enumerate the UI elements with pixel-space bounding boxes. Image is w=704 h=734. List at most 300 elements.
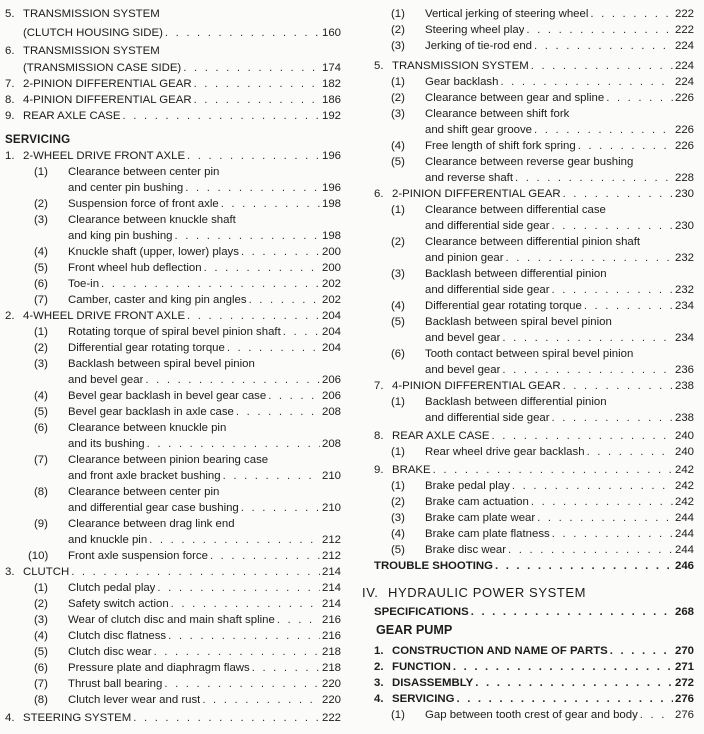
leader-dots bbox=[200, 693, 320, 708]
entry-number: (1) bbox=[34, 166, 48, 178]
entry-title: DISASSEMBLY bbox=[392, 677, 474, 689]
toc-entry bbox=[391, 283, 694, 298]
entry-title: STEERING SYSTEM bbox=[23, 712, 132, 724]
entry-number: 8. bbox=[5, 94, 15, 106]
entry-number: (2) bbox=[391, 236, 405, 248]
toc-entry bbox=[34, 405, 341, 420]
entry-title: BRAKE bbox=[392, 464, 431, 476]
entry-page-number: 226 bbox=[674, 92, 694, 104]
entry-number: (4) bbox=[391, 140, 405, 152]
entry-title: Jerking of tie-rod end bbox=[425, 40, 533, 52]
toc-entry bbox=[34, 533, 341, 548]
entry-page-number: 202 bbox=[321, 294, 341, 306]
entry-page-number: 212 bbox=[321, 550, 341, 562]
entry-number: (2) bbox=[391, 496, 405, 508]
leader-dots bbox=[162, 677, 320, 692]
leader-dots bbox=[225, 341, 320, 356]
toc-entry bbox=[391, 235, 694, 250]
leader-dots bbox=[550, 283, 673, 298]
entry-title: TRANSMISSION SYSTEM bbox=[392, 60, 529, 72]
entry-page-number: 244 bbox=[674, 544, 694, 556]
entry-page-number: 271 bbox=[674, 661, 694, 673]
entry-page-number: 230 bbox=[674, 188, 694, 200]
entry-page-number: 204 bbox=[321, 326, 341, 338]
toc-entry bbox=[34, 165, 341, 180]
entry-number: (1) bbox=[391, 8, 405, 20]
entry-page-number: 186 bbox=[321, 94, 341, 106]
leader-dots bbox=[529, 495, 673, 510]
leader-dots bbox=[143, 373, 320, 388]
toc-entry bbox=[34, 501, 341, 516]
leader-dots bbox=[99, 277, 320, 292]
entry-number: 2. bbox=[374, 661, 384, 673]
leader-dots bbox=[145, 437, 320, 452]
entry-title: 4-WHEEL DRIVE FRONT AXLE bbox=[23, 310, 186, 322]
entry-number: (6) bbox=[34, 662, 48, 674]
entry-number: (1) bbox=[391, 709, 405, 721]
toc-entry bbox=[374, 605, 694, 620]
leader-dots bbox=[185, 309, 320, 324]
entry-page-number: 270 bbox=[674, 645, 694, 657]
toc-entry bbox=[34, 277, 341, 292]
toc-entry bbox=[5, 77, 341, 92]
entry-number: (7) bbox=[34, 678, 48, 690]
leader-dots bbox=[183, 181, 320, 196]
toc-entry bbox=[34, 437, 341, 452]
leader-dots bbox=[561, 379, 673, 394]
entry-number: (7) bbox=[34, 294, 48, 306]
toc-entry bbox=[5, 149, 341, 164]
entry-title: (CLUTCH HOUSING SIDE) bbox=[23, 27, 163, 39]
toc-entry bbox=[391, 331, 694, 346]
entry-number: (1) bbox=[34, 326, 48, 338]
entry-title: (TRANSMISSION CASE SIDE) bbox=[23, 62, 182, 74]
leader-dots bbox=[582, 299, 673, 314]
leader-dots bbox=[121, 109, 320, 124]
leader-dots bbox=[166, 629, 320, 644]
entry-title: Rotating torque of spiral bevel pinion shaft bbox=[68, 326, 281, 338]
leader-dots bbox=[169, 597, 320, 612]
entry-title: Clearance between center pin bbox=[68, 486, 220, 498]
toc-entry bbox=[374, 676, 694, 691]
toc-entry bbox=[34, 389, 341, 404]
entry-number: (3) bbox=[391, 40, 405, 52]
entry-page-number: 232 bbox=[674, 252, 694, 264]
toc-entry bbox=[374, 59, 694, 74]
entry-title: Clearance between center pin bbox=[68, 166, 220, 178]
toc-entry bbox=[5, 711, 341, 726]
leader-dots bbox=[504, 251, 673, 266]
leader-dots bbox=[585, 445, 673, 460]
entry-number: (5) bbox=[391, 544, 405, 556]
entry-title: Clearance between shift fork bbox=[425, 108, 570, 120]
entry-title: Backlash between differential pinion bbox=[425, 396, 607, 408]
leader-dots bbox=[506, 543, 673, 558]
leader-dots bbox=[192, 77, 320, 92]
entry-page-number: 224 bbox=[674, 60, 694, 72]
entry-number: 1. bbox=[374, 645, 384, 657]
entry-number: 4. bbox=[374, 693, 384, 705]
entry-number: 5. bbox=[5, 8, 15, 20]
entry-page-number: 242 bbox=[674, 496, 694, 508]
toc-entry bbox=[5, 132, 341, 147]
toc-entry bbox=[374, 379, 694, 394]
entry-number: (2) bbox=[34, 198, 48, 210]
entry-number: (3) bbox=[34, 614, 48, 626]
toc-entry bbox=[362, 585, 694, 600]
leader-dots bbox=[498, 75, 673, 90]
entry-title: Brake pedal play bbox=[425, 480, 510, 492]
toc-entry bbox=[391, 511, 694, 526]
entry-number: (4) bbox=[391, 300, 405, 312]
entry-title: Front wheel hub deflection bbox=[68, 262, 202, 274]
entry-page-number: 192 bbox=[321, 110, 341, 122]
entry-number: 6. bbox=[5, 45, 15, 57]
leader-dots bbox=[192, 93, 320, 108]
entry-number: 7. bbox=[5, 78, 15, 90]
entry-number: 5. bbox=[374, 60, 384, 72]
toc-entry bbox=[391, 299, 694, 314]
entry-title: TRANSMISSION SYSTEM bbox=[23, 8, 160, 20]
entry-page-number: 236 bbox=[674, 364, 694, 376]
entry-page-number: 246 bbox=[674, 560, 694, 572]
toc-entry bbox=[34, 421, 341, 436]
leader-dots bbox=[451, 660, 673, 675]
entry-page-number: 238 bbox=[674, 412, 694, 424]
entry-title: Camber, caster and king pin angles bbox=[68, 294, 247, 306]
leader-dots bbox=[266, 389, 320, 404]
entry-number: (5) bbox=[391, 156, 405, 168]
entry-title: Tooth contact between spiral bevel pinion bbox=[425, 348, 634, 360]
entry-page-number: 212 bbox=[321, 534, 341, 546]
entry-title: SERVICING bbox=[5, 133, 71, 146]
entry-title: Steering wheel play bbox=[425, 24, 525, 36]
toc-entry bbox=[391, 527, 694, 542]
entry-number: (3) bbox=[391, 108, 405, 120]
toc-entry bbox=[391, 251, 694, 266]
toc-entry bbox=[34, 629, 341, 644]
entry-page-number: 276 bbox=[674, 693, 694, 705]
entry-title: Backlash between spiral bevel pinion bbox=[425, 316, 612, 328]
toc-entry bbox=[34, 261, 341, 276]
entry-title: and differential gear case bushing bbox=[68, 502, 239, 514]
entry-title: 2-WHEEL DRIVE FRONT AXLE bbox=[23, 150, 186, 162]
entry-title: Differential gear rotating torque bbox=[68, 342, 225, 354]
entry-page-number: 214 bbox=[321, 582, 341, 594]
toc-entry bbox=[34, 325, 341, 340]
entry-page-number: 218 bbox=[321, 662, 341, 674]
entry-page-number: 214 bbox=[321, 598, 341, 610]
entry-page-number: 196 bbox=[321, 150, 341, 162]
entry-title: and bevel gear bbox=[425, 332, 501, 344]
entry-title: Clearance between differential pinion shaft bbox=[425, 236, 641, 248]
entry-title: Bevel gear backlash in axle case bbox=[68, 406, 234, 418]
entry-page-number: 272 bbox=[674, 677, 694, 689]
toc-entry bbox=[391, 107, 694, 122]
entry-title: Clearance between drag link end bbox=[68, 518, 235, 530]
entry-page-number: 204 bbox=[321, 342, 341, 354]
entry-page-number: 208 bbox=[321, 406, 341, 418]
entry-title: Vertical jerking of steering wheel bbox=[425, 8, 589, 20]
entry-page-number: 202 bbox=[321, 278, 341, 290]
entry-page-number: 200 bbox=[321, 246, 341, 258]
entry-page-number: 206 bbox=[321, 390, 341, 402]
toc-entry bbox=[391, 495, 694, 510]
toc-entry bbox=[5, 565, 341, 580]
leader-dots bbox=[431, 463, 673, 478]
entry-number: (10) bbox=[28, 550, 49, 562]
toc-entry bbox=[34, 357, 341, 372]
entry-page-number: 208 bbox=[321, 438, 341, 450]
entry-title: and its bushing bbox=[68, 438, 145, 450]
entry-page-number: 216 bbox=[321, 630, 341, 642]
entry-page-number: 214 bbox=[321, 566, 341, 578]
leader-dots bbox=[239, 501, 320, 516]
toc-entry bbox=[5, 309, 341, 324]
leader-dots bbox=[181, 61, 320, 76]
toc-entry bbox=[391, 91, 694, 106]
toc-entry bbox=[34, 181, 341, 196]
leader-dots bbox=[131, 711, 320, 726]
toc-entry bbox=[34, 517, 341, 532]
entry-title: Clearance between gear and spline bbox=[425, 92, 605, 104]
entry-page-number: 224 bbox=[674, 40, 694, 52]
entry-title: and reverse shaft bbox=[425, 172, 514, 184]
leader-dots bbox=[500, 331, 673, 346]
entry-page-number: 174 bbox=[321, 62, 341, 74]
entry-page-number: 234 bbox=[674, 332, 694, 344]
entry-number: (6) bbox=[391, 348, 405, 360]
leader-dots bbox=[221, 469, 320, 484]
entry-title: Knuckle shaft (upper, lower) plays bbox=[68, 246, 239, 258]
entry-number: (5) bbox=[391, 316, 405, 328]
leader-dots bbox=[152, 645, 320, 660]
toc-entry bbox=[34, 213, 341, 228]
entry-page-number: 222 bbox=[321, 712, 341, 724]
toc-entry bbox=[374, 644, 694, 659]
toc-entry bbox=[391, 395, 694, 410]
entry-number: 9. bbox=[374, 464, 384, 476]
entry-title: and bevel gear bbox=[425, 364, 501, 376]
entry-title: Brake disc wear bbox=[425, 544, 507, 556]
entry-title: Bevel gear backlash in bevel gear case bbox=[68, 390, 267, 402]
toc-entry bbox=[391, 23, 694, 38]
leader-dots bbox=[532, 39, 673, 54]
leader-dots bbox=[250, 661, 320, 676]
leader-dots bbox=[173, 229, 320, 244]
entry-page-number: 220 bbox=[321, 694, 341, 706]
entry-title: CLUTCH bbox=[23, 566, 70, 578]
leader-dots bbox=[155, 581, 320, 596]
toc-entry bbox=[5, 26, 341, 41]
leader-dots bbox=[500, 363, 673, 378]
entry-page-number: 222 bbox=[674, 24, 694, 36]
entry-number: 9. bbox=[5, 110, 15, 122]
toc-entry bbox=[28, 549, 341, 564]
toc-entry bbox=[34, 373, 341, 388]
toc-entry bbox=[34, 661, 341, 676]
entry-title: Toe-in bbox=[68, 278, 100, 290]
entry-title: Pressure plate and diaphragm flaws bbox=[68, 662, 250, 674]
entry-title: REAR AXLE CASE bbox=[23, 110, 121, 122]
entry-number: (5) bbox=[34, 262, 48, 274]
toc-entry bbox=[374, 463, 694, 478]
entry-title: and bevel gear bbox=[68, 374, 144, 386]
leader-dots bbox=[239, 245, 320, 260]
entry-page-number: 230 bbox=[674, 220, 694, 232]
entry-number: (1) bbox=[391, 396, 405, 408]
entry-number: (1) bbox=[391, 76, 405, 88]
toc-entry bbox=[374, 429, 694, 444]
leader-dots bbox=[473, 676, 673, 691]
entry-page-number: 242 bbox=[674, 480, 694, 492]
leader-dots bbox=[550, 219, 673, 234]
entry-title: Front axle suspension force bbox=[68, 550, 208, 562]
toc-entry bbox=[34, 613, 341, 628]
toc-entry bbox=[391, 543, 694, 558]
entry-title: Clutch lever wear and rust bbox=[68, 694, 201, 706]
entry-title: and front axle bracket bushing bbox=[68, 470, 221, 482]
entry-page-number: 240 bbox=[674, 446, 694, 458]
entry-title: Free length of shift fork spring bbox=[425, 140, 576, 152]
leader-dots bbox=[604, 91, 673, 106]
toc-entry bbox=[374, 692, 694, 707]
entry-page-number: 226 bbox=[674, 140, 694, 152]
entry-title: SERVICING bbox=[392, 693, 455, 705]
entry-page-number: 206 bbox=[321, 374, 341, 386]
toc-entry bbox=[391, 7, 694, 22]
entry-title: TRANSMISSION SYSTEM bbox=[23, 45, 160, 57]
toc-entry bbox=[391, 363, 694, 378]
entry-page-number: 244 bbox=[674, 528, 694, 540]
entry-page-number: 222 bbox=[674, 8, 694, 20]
leader-dots bbox=[524, 23, 673, 38]
entry-page-number: 210 bbox=[321, 502, 341, 514]
entry-page-number: 160 bbox=[321, 27, 341, 39]
entry-number: 3. bbox=[374, 677, 384, 689]
entry-number: (6) bbox=[34, 422, 48, 434]
leader-dots bbox=[529, 59, 673, 74]
entry-number: 3. bbox=[5, 566, 15, 578]
leader-dots bbox=[147, 533, 320, 548]
entry-number: (3) bbox=[391, 512, 405, 524]
entry-title: and center pin bushing bbox=[68, 182, 184, 194]
entry-number: (2) bbox=[391, 92, 405, 104]
toc-entry bbox=[34, 677, 341, 692]
entry-number: 1. bbox=[5, 150, 15, 162]
leader-dots bbox=[163, 26, 320, 41]
entry-number: (2) bbox=[34, 342, 48, 354]
leader-dots bbox=[561, 187, 673, 202]
entry-title: 2-PINION DIFFERENTIAL GEAR bbox=[23, 78, 192, 90]
entry-title: Clearance between pinion bearing case bbox=[68, 454, 269, 466]
entry-title: TROUBLE SHOOTING bbox=[374, 560, 493, 572]
toc-entry bbox=[34, 453, 341, 468]
leader-dots bbox=[185, 149, 320, 164]
toc-entry bbox=[391, 411, 694, 426]
toc-entry bbox=[34, 469, 341, 484]
leader-dots bbox=[219, 197, 320, 212]
entry-title: Clutch disc wear bbox=[68, 646, 152, 658]
toc-entry bbox=[374, 660, 694, 675]
leader-dots bbox=[576, 139, 673, 154]
toc-entry bbox=[5, 7, 341, 22]
toc-entry bbox=[391, 267, 694, 282]
toc-entry bbox=[34, 245, 341, 260]
leader-dots bbox=[588, 7, 673, 22]
entry-number: IV. bbox=[362, 585, 379, 600]
entry-title: Gear backlash bbox=[425, 76, 499, 88]
entry-number: (8) bbox=[34, 694, 48, 706]
entry-number: (2) bbox=[391, 24, 405, 36]
entry-number: (5) bbox=[34, 646, 48, 658]
leader-dots bbox=[202, 261, 320, 276]
toc-entry bbox=[34, 581, 341, 596]
entry-title: and differential side gear bbox=[425, 284, 550, 296]
toc-entry bbox=[376, 623, 694, 638]
entry-page-number: 232 bbox=[674, 284, 694, 296]
entry-number: (7) bbox=[34, 454, 48, 466]
entry-number: (1) bbox=[391, 204, 405, 216]
entry-number: (5) bbox=[34, 406, 48, 418]
toc-entry bbox=[5, 61, 341, 76]
entry-page-number: 234 bbox=[674, 300, 694, 312]
entry-number: (4) bbox=[34, 390, 48, 402]
entry-title: 4-PINION DIFFERENTIAL GEAR bbox=[23, 94, 192, 106]
entry-number: (2) bbox=[34, 598, 48, 610]
entry-title: and pinion gear bbox=[425, 252, 504, 264]
toc-entry bbox=[5, 93, 341, 108]
entry-title: HYDRAULIC POWER SYSTEM bbox=[388, 585, 587, 600]
entry-page-number: 210 bbox=[321, 470, 341, 482]
entry-title: and knuckle pin bbox=[68, 534, 148, 546]
entry-title: Differential gear rotating torque bbox=[425, 300, 582, 312]
leader-dots bbox=[234, 405, 320, 420]
entry-title: Backlash between spiral bevel pinion bbox=[68, 358, 255, 370]
entry-title: Clearance between knuckle pin bbox=[68, 422, 227, 434]
entry-title: Thrust ball bearing bbox=[68, 678, 163, 690]
entry-page-number: 276 bbox=[674, 709, 694, 721]
entry-title: SPECIFICATIONS bbox=[374, 606, 469, 618]
entry-page-number: 196 bbox=[321, 182, 341, 194]
toc-entry bbox=[34, 229, 341, 244]
leader-dots bbox=[638, 708, 673, 723]
entry-title: CONSTRUCTION AND NAME OF PARTS bbox=[392, 645, 608, 657]
entry-title: Backlash between differential pinion bbox=[425, 268, 607, 280]
entry-page-number: 224 bbox=[674, 76, 694, 88]
toc-entry bbox=[391, 347, 694, 362]
entry-title: Safety switch action bbox=[68, 598, 169, 610]
entry-number: 4. bbox=[5, 712, 15, 724]
entry-page-number: 182 bbox=[321, 78, 341, 90]
entry-title: Clutch disc flatness bbox=[68, 630, 167, 642]
toc-entry bbox=[5, 44, 341, 59]
entry-page-number: 226 bbox=[674, 124, 694, 136]
toc-entry bbox=[391, 219, 694, 234]
entry-page-number: 228 bbox=[674, 172, 694, 184]
entry-page-number: 216 bbox=[321, 614, 341, 626]
toc-entry bbox=[374, 187, 694, 202]
toc-entry bbox=[34, 597, 341, 612]
entry-title: and differential side gear bbox=[425, 412, 550, 424]
entry-title: 2-PINION DIFFERENTIAL GEAR bbox=[392, 188, 561, 200]
toc-entry bbox=[34, 293, 341, 308]
leader-dots bbox=[69, 565, 320, 580]
entry-number: 6. bbox=[374, 188, 384, 200]
toc-entry bbox=[34, 693, 341, 708]
leader-dots bbox=[490, 429, 673, 444]
entry-page-number: 238 bbox=[674, 380, 694, 392]
